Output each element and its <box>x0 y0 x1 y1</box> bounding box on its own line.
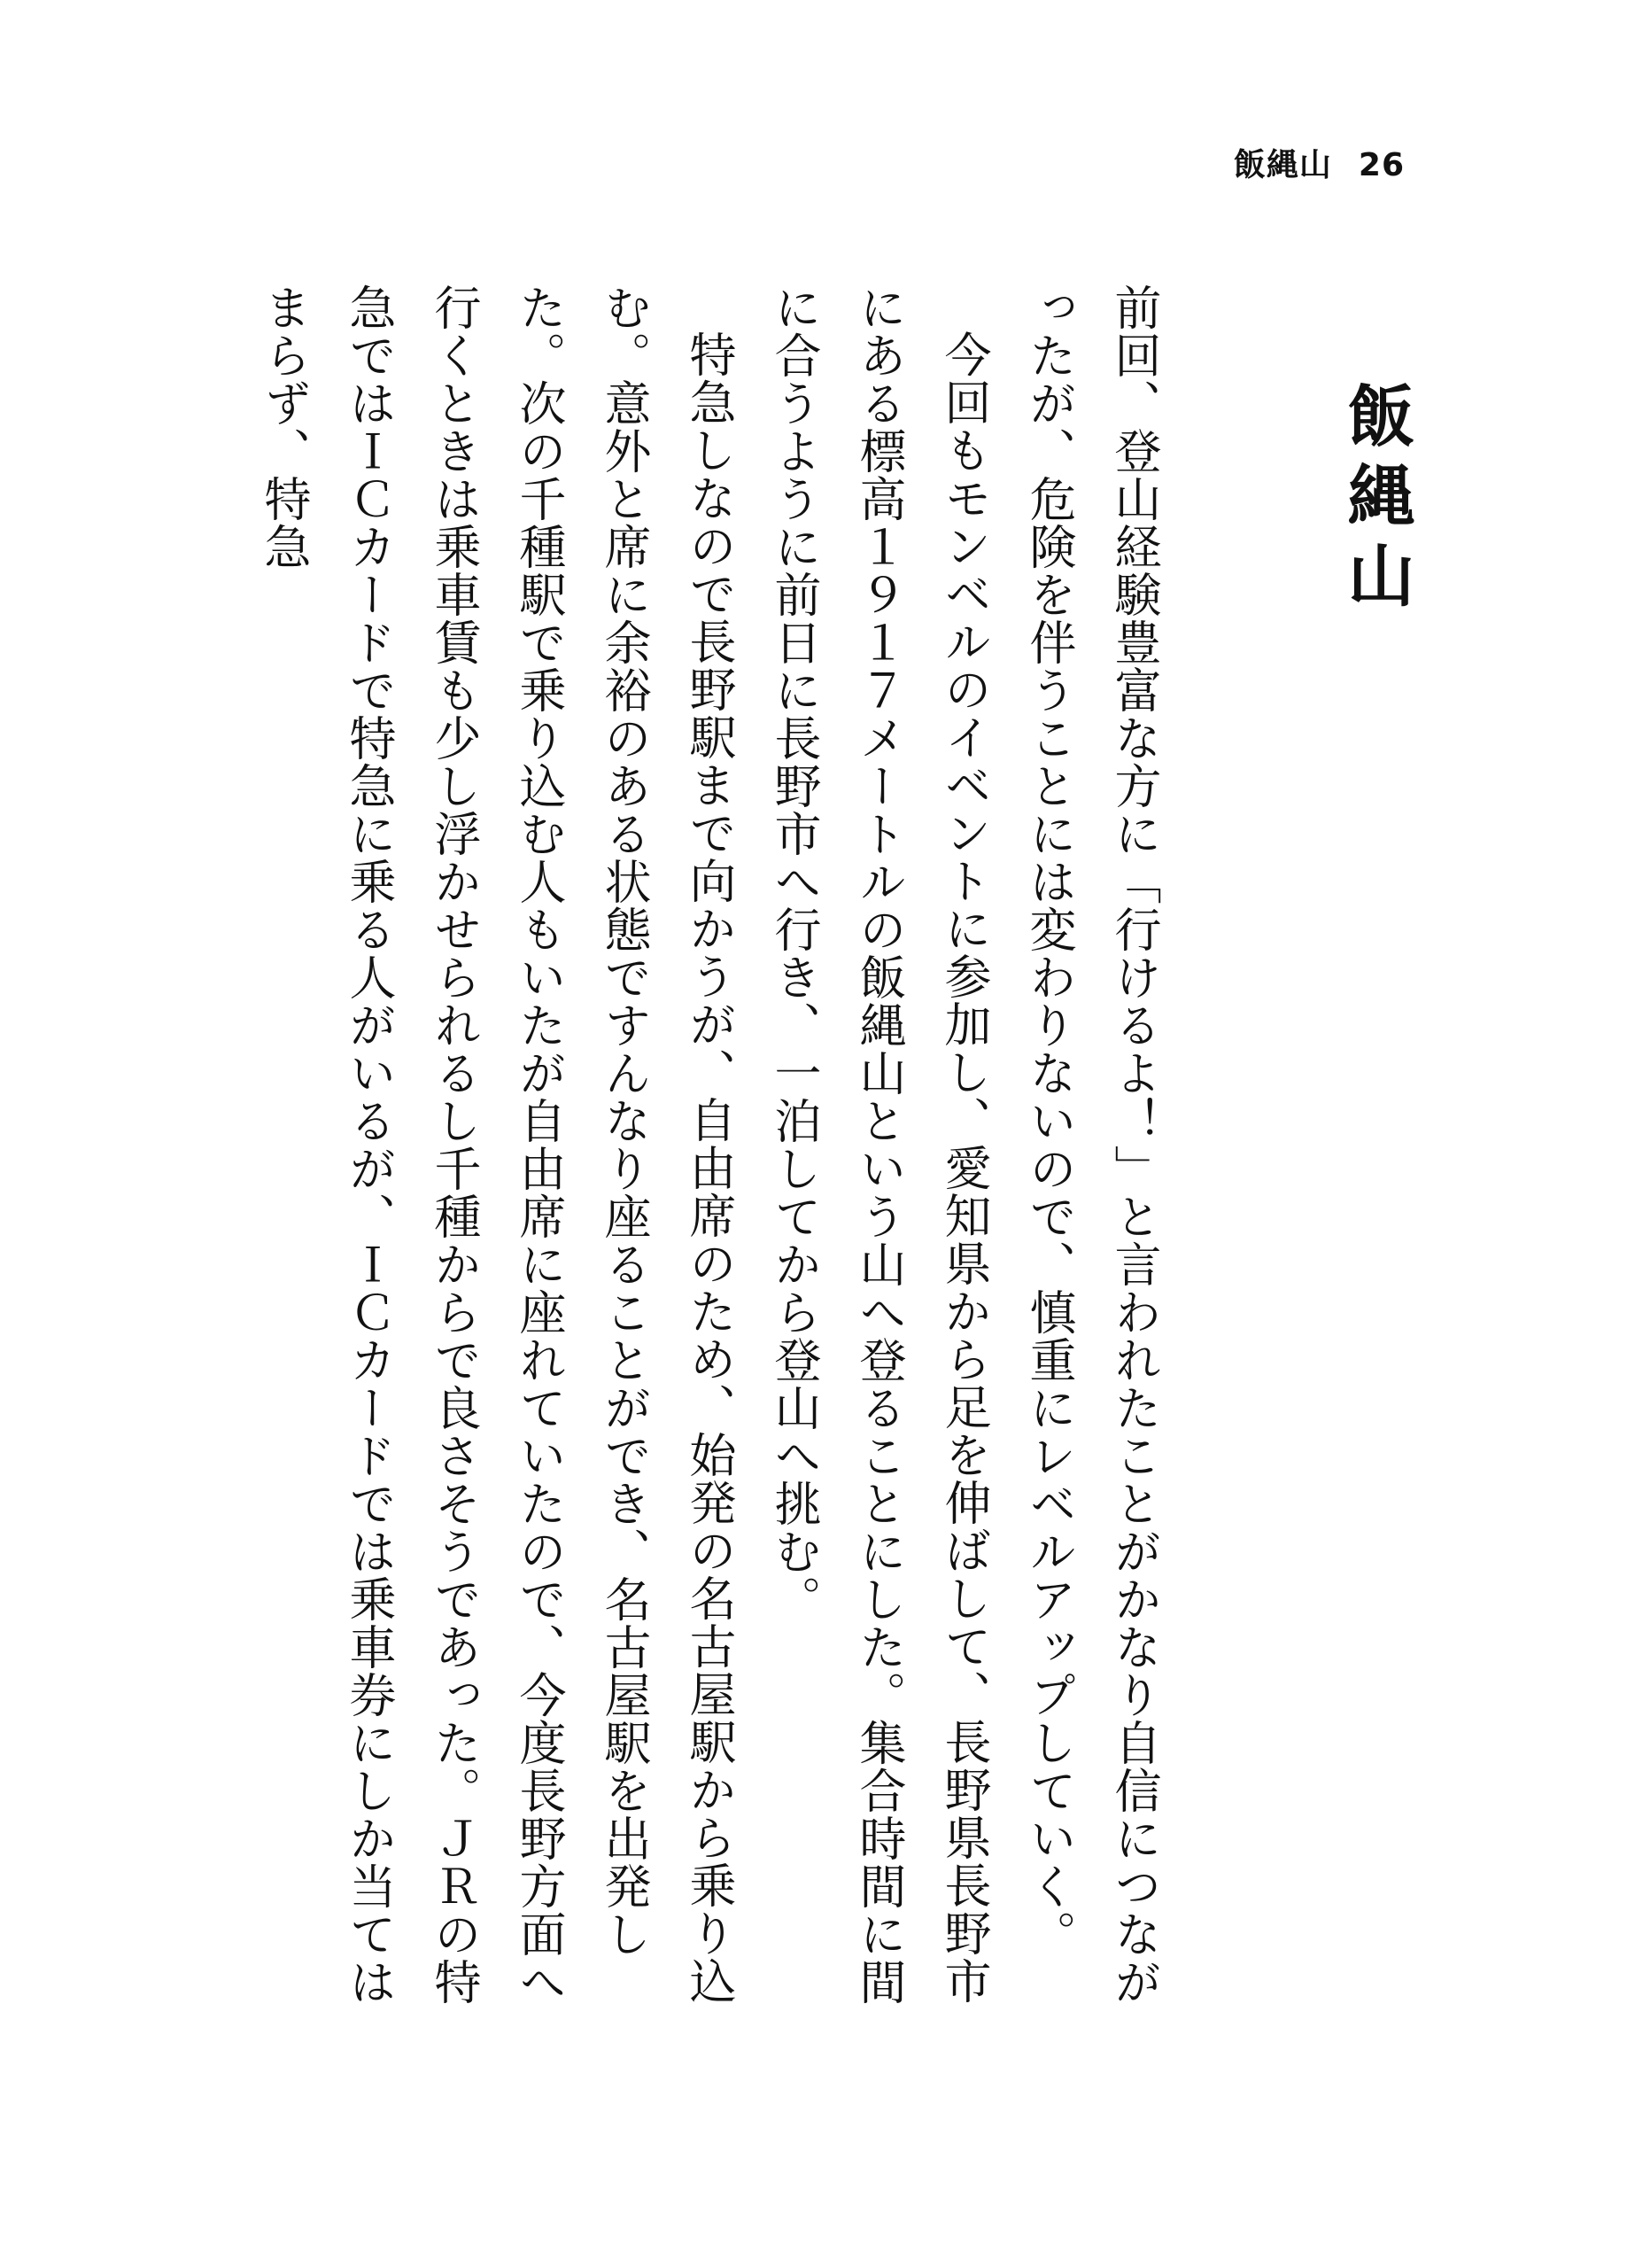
paragraph: 前回、登山経験豊富な方に「行けるよ！」と言われたことがかなり自信につながったが、危険を伴うことには変わりないので、慎重にレベルアップしていく。 <box>1022 284 1161 2006</box>
chapter-title: 飯縄山 <box>1337 381 1415 620</box>
running-header <box>1234 140 1405 185</box>
body-text <box>241 284 1176 2038</box>
paragraph: 今回もモンベルのイベントに参加し、愛知県から足を伸ばして、長野県長野市にある標高１９１７メートルの飯縄山という山へ登ることにした。集合時間に間に合うように前日に長野市へ行き、一泊してから登山へ挑む。 <box>767 284 991 2006</box>
chapter-name: 飯縄山 <box>1233 147 1332 183</box>
paragraph: 特急しなので長野駅まで向かうが、自由席のため、始発の名古屋駅から乗り込む。意外と席に余裕のある状態ですんなり座ることができ、名古屋駅を出発した。次の千種駅で乗り込む人もいたが自由席に座れていたので、今度長野方面へ行くときは乗車賃も少し浮かせられるし千種からで良さそうであった。ＪＲの特急ではＩＣカードで特急に乗る人がいるが、ＩＣカードでは乗車券にしか当てはまらず、特急 <box>257 284 736 2006</box>
page-number: 26 <box>1358 147 1405 183</box>
